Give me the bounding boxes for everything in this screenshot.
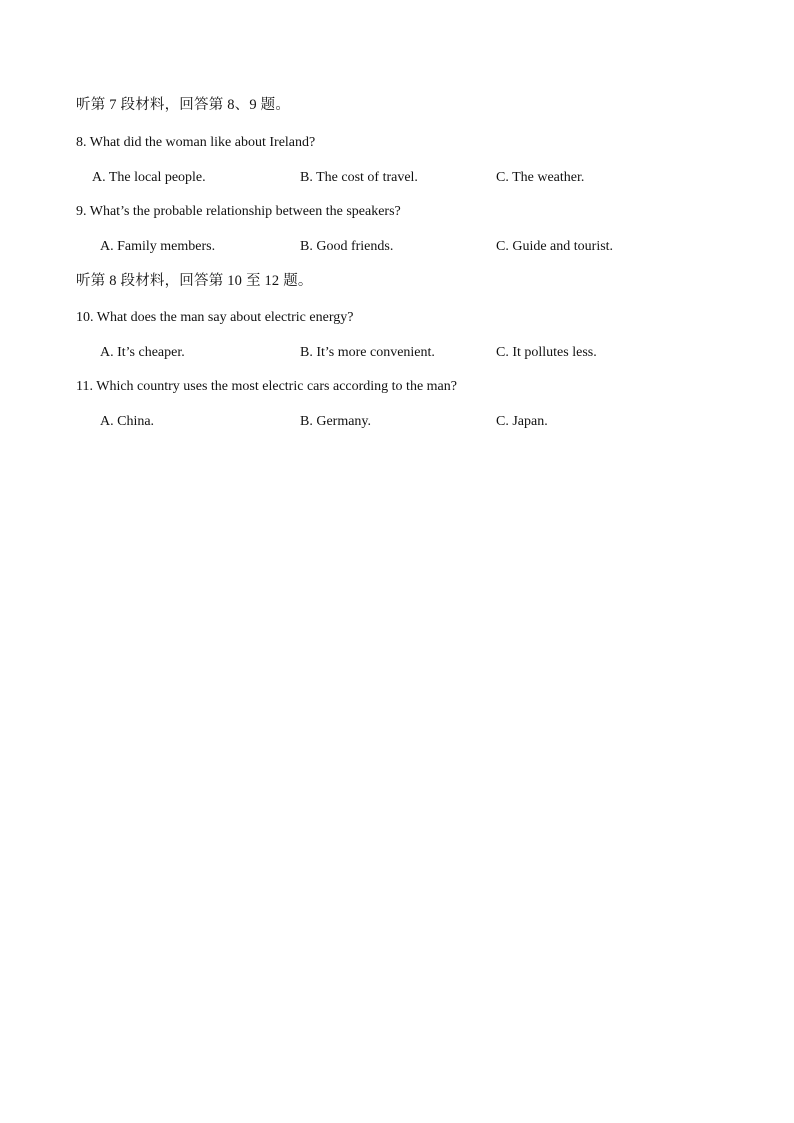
question-8-options xyxy=(0,169,794,187)
question-8-option-b: B. The cost of travel. xyxy=(300,170,418,185)
question-8: 8. What did the woman like about Ireland? xyxy=(76,135,316,150)
section-heading-7: 听第 7 段材料，回答第 8、9 题。 xyxy=(76,97,291,113)
section-heading-8: 听第 8 段材料，回答第 10 至 12 题。 xyxy=(76,273,313,289)
question-10-options xyxy=(0,344,794,362)
question-11-option-a: A. China. xyxy=(100,414,155,429)
question-10: 10. What does the man say about electric energy? xyxy=(76,310,354,325)
question-11: 11. Which country uses the most electric cars according to the man? xyxy=(76,379,457,394)
question-11-option-b: B. Germany. xyxy=(300,414,372,429)
question-11-options xyxy=(0,413,794,431)
question-8-option-a: A. The local people. xyxy=(92,170,206,185)
question-10-option-c: C. It pollutes less. xyxy=(496,345,597,360)
question-9: 9. What’s the probable relationship between the speakers? xyxy=(76,204,401,219)
question-10-option-a: A. It’s cheaper. xyxy=(100,345,185,360)
question-9-option-b: B. Good friends. xyxy=(300,239,394,254)
question-9-option-a: A. Family members. xyxy=(100,239,216,254)
question-9-options xyxy=(0,238,794,256)
question-10-option-b: B. It’s more convenient. xyxy=(300,345,435,360)
question-9-option-c: C. Guide and tourist. xyxy=(496,239,614,254)
question-11-option-c: C. Japan. xyxy=(496,414,548,429)
question-8-option-c: C. The weather. xyxy=(496,170,585,185)
